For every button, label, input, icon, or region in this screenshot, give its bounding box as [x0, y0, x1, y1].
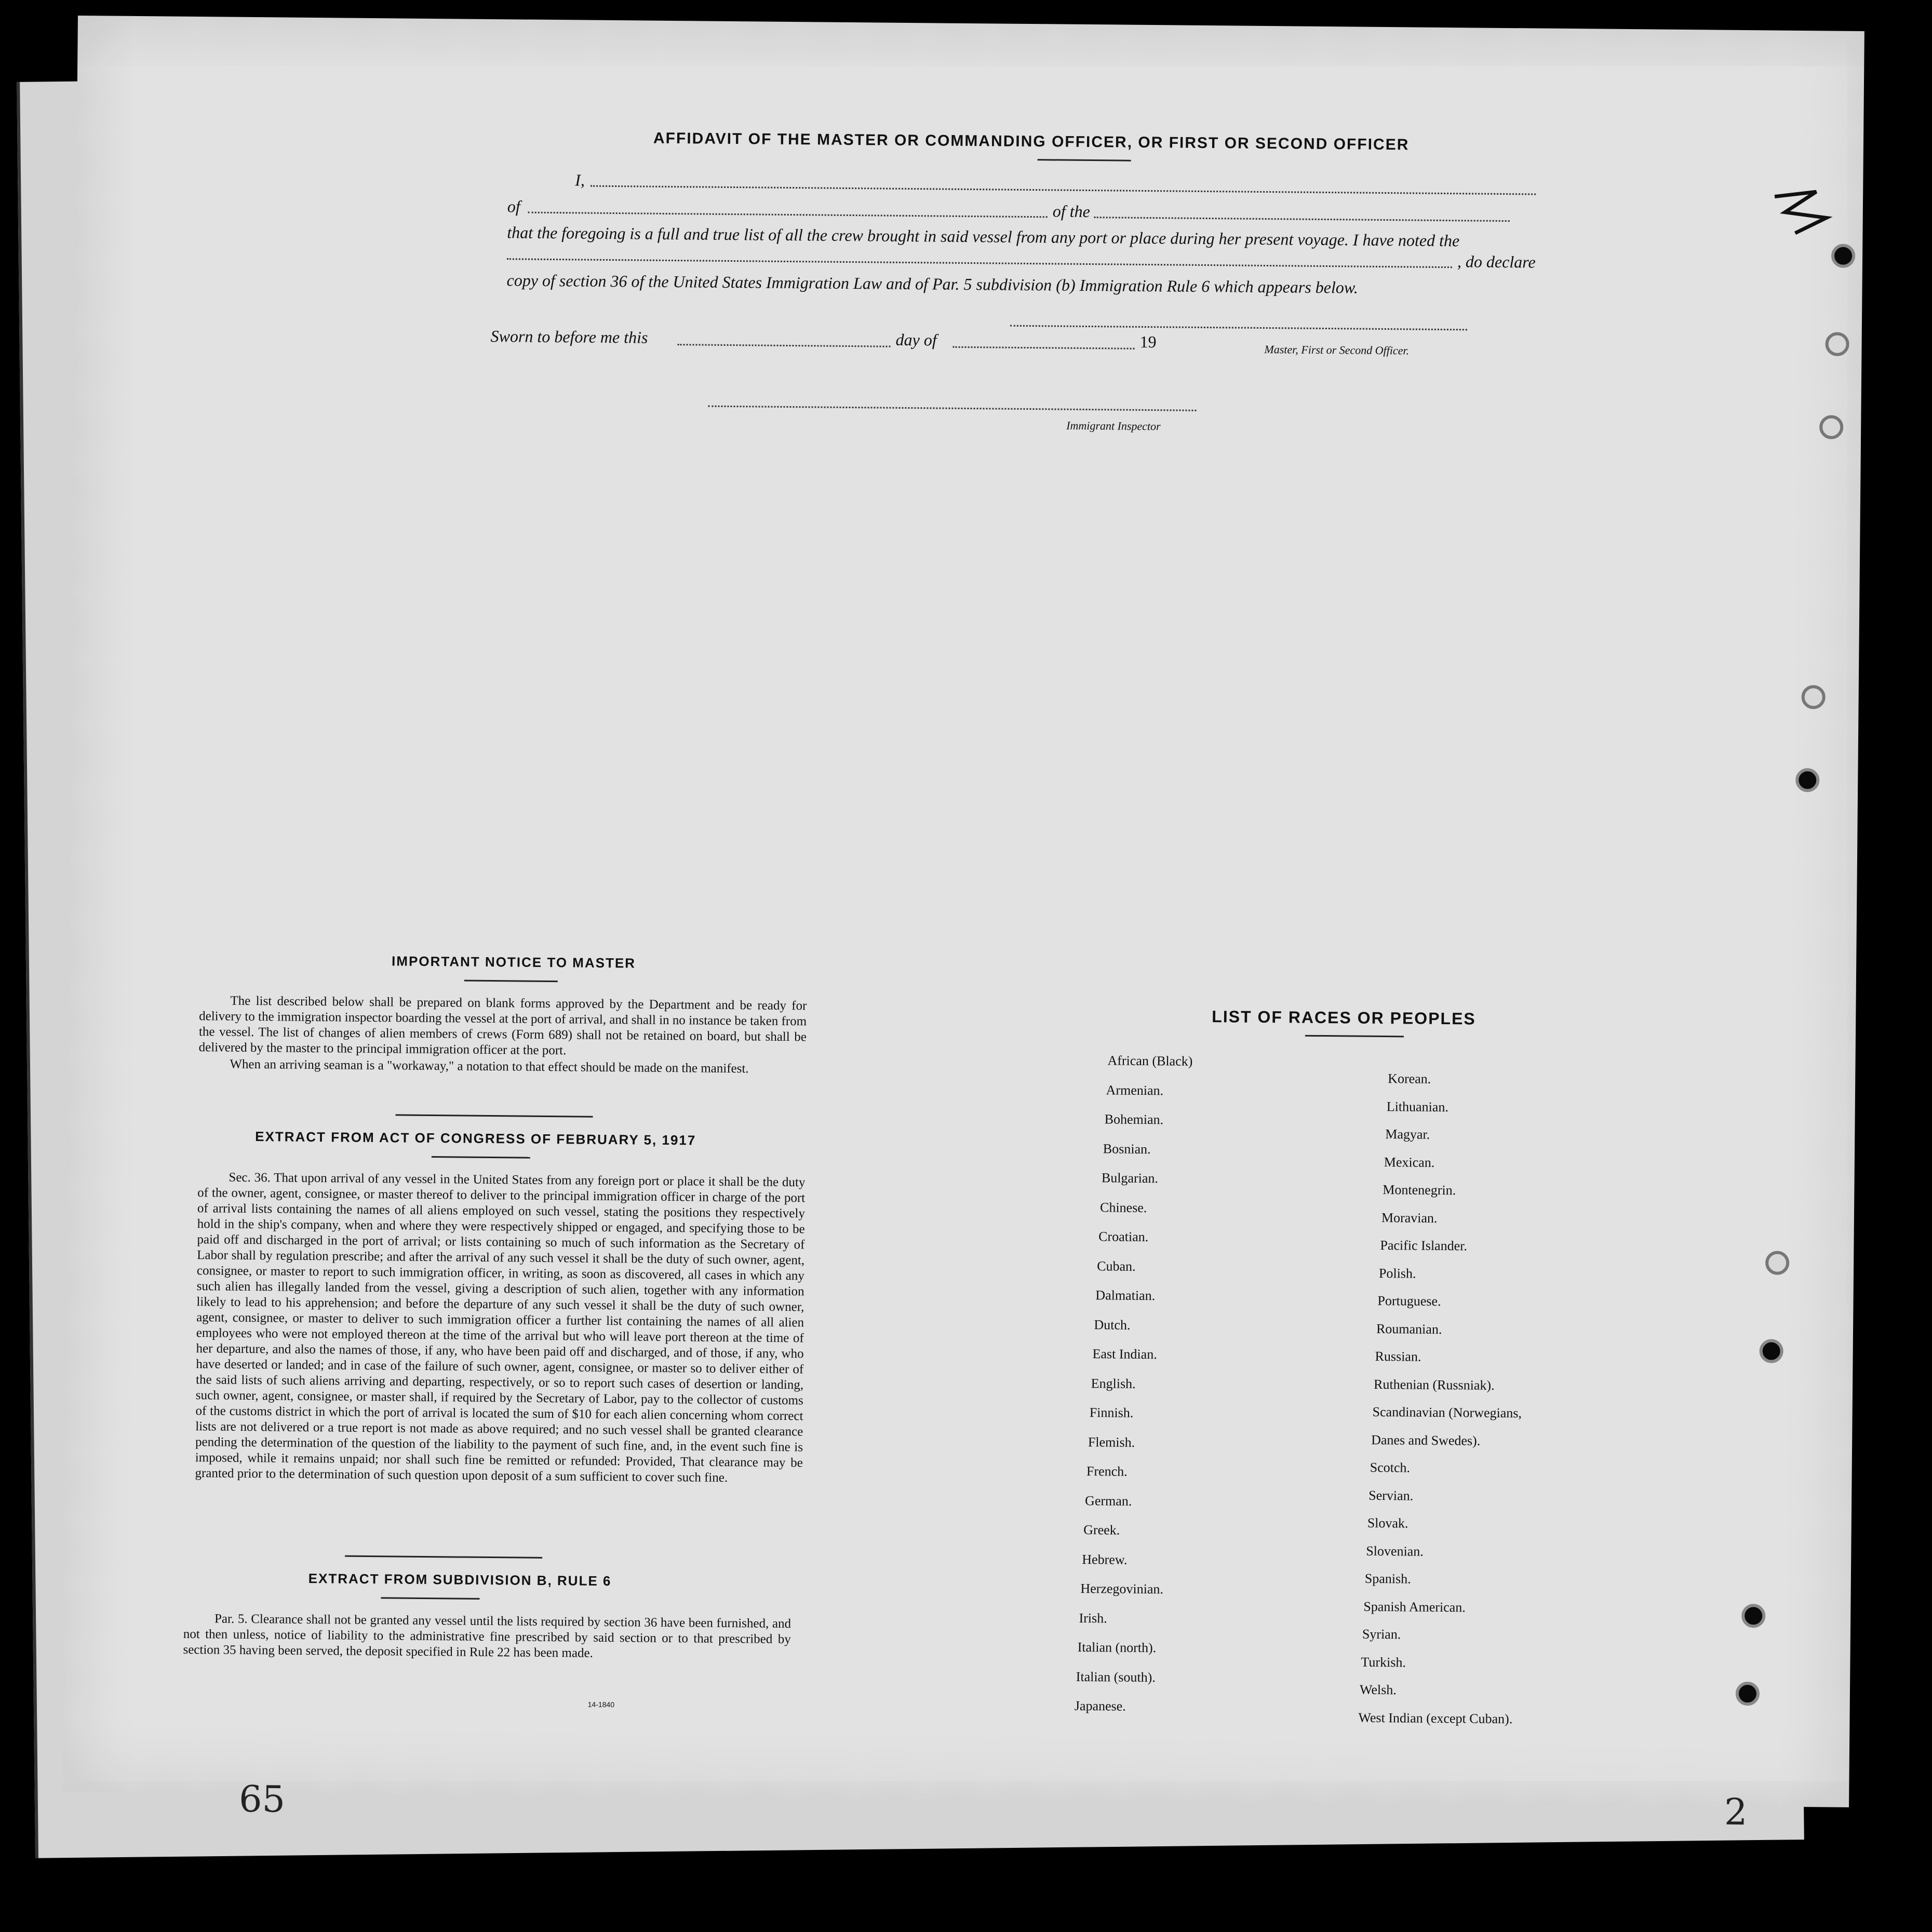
vessel-blank: [1094, 217, 1510, 222]
race-item: Scotch.: [1370, 1459, 1411, 1475]
inspector-signature-line: [708, 406, 1196, 411]
race-item: Servian.: [1369, 1487, 1414, 1504]
handwritten-initials: [1769, 181, 1842, 238]
race-item: Herzegovinian.: [1080, 1580, 1164, 1597]
master-signature-line: [1010, 325, 1467, 331]
race-item: Montenegrin.: [1383, 1182, 1456, 1198]
race-item: Greek.: [1083, 1522, 1120, 1538]
manifest-page: [62, 16, 1864, 1834]
act-text: Sec. 36. That upon arrival of any vessel in the United States from any foreign port or place it shall be the duty of the owner, agent, consignee, or master thereof to deliver to the principal immigration officer in charge of the port of arrival lists containing the names of all aliens employed on such vessel, stating the positions they respectively hold in the ship's company, when and where they were respectively shipped or engaged, and specifying those to be paid off and discharged in the port of arrival; or lists containing so much of such information as the Secretary of Labor shall by regulation prescribe; and after the arrival of any such vessel it shall be the duty of such owner, agent, consignee, or master to report to such immigration officer, in writing, as soon as discovered, all cases in which any such alien has illegally landed from the vessel, giving a description of such alien, together with any information likely to lead to his apprehension; and before the departure of any such vessel it shall be the duty of such owner, agent, consignee, or master to deliver to such immigration officer a further list containing the names of all alien employees who were not employed thereon at the time of the arrival but who will leave port thereon at the time of her departure, and also the names of those, if any, who have been paid off and discharged, and of those, if any, who have deserted or landed; and in case of the failure of such owner, agent, consignee, or master so to deliver either of the said lists of such aliens arriving and departing, respectively, or so to report such cases of desertion or landing, such owner, agent, consignee, or master shall, if required by the Secretary of Labor, pay to the collector of customs of the customs district in which the port of arrival is located the sum of $10 for each alien concerning whom correct lists are not delivered or a true report is not made as above required; and no such vessel shall be granted clearance pending the determination of the question of the liability to the payment of such fine, and, in the event such fine is imposed, while it remains unpaid; nor shall such fine be remitted or refunded: Provided, That clearance may be granted prior to the determination of such question upon deposit of a sum sufficient to cover such fine.: [195, 1170, 806, 1485]
punch-hole: [1765, 1251, 1789, 1274]
rule6-title: EXTRACT FROM SUBDIVISION B, RULE 6: [308, 1570, 612, 1589]
race-item: Chinese.: [1099, 1199, 1147, 1215]
rule6-text: Par. 5. Clearance shall not be granted any vessel until the lists required by section 36 have been furnished, and not then unless, notice of liability to the administrative fine prescribed by said section or to that prescribed by section 35 having been served, the deposit specified in Rule 22 has been made.: [183, 1612, 791, 1660]
punch-hole: [1831, 244, 1855, 267]
section-divider-2: [345, 1555, 542, 1559]
race-item: Croatian.: [1098, 1229, 1149, 1245]
punch-hole: [1759, 1339, 1783, 1363]
punch-hole: [1795, 768, 1819, 792]
affidavit-i: I,: [575, 170, 585, 190]
form-number: 14-1840: [587, 1700, 615, 1709]
race-item: Italian (south).: [1076, 1669, 1156, 1685]
race-item: Magyar.: [1385, 1126, 1430, 1142]
race-item: German.: [1084, 1493, 1132, 1509]
race-item: Lithuanian.: [1386, 1098, 1449, 1115]
notice-underline: [464, 980, 558, 983]
race-item: Moravian.: [1381, 1210, 1438, 1226]
race-item: Scandinavian (Norwegians,: [1372, 1404, 1522, 1421]
race-item: Slovak.: [1367, 1515, 1408, 1531]
race-item: Spanish.: [1364, 1571, 1411, 1587]
master-signature-label: Master, First or Second Officer.: [1264, 342, 1410, 357]
race-item: Finnish.: [1089, 1405, 1134, 1420]
sworn-day-blank: [678, 344, 891, 347]
affidavit-copy: copy of section 36 of the United States Immigration Law and of Par. 5 subdivision (b) Immigration Rule 6 which appears below.: [506, 271, 1358, 297]
race-item: Korean.: [1388, 1071, 1431, 1086]
race-item: Bohemian.: [1104, 1111, 1164, 1128]
day-of-text: day of: [895, 330, 937, 350]
race-item: Turkish.: [1361, 1654, 1406, 1670]
race-item: Syrian.: [1362, 1626, 1401, 1642]
race-item: Hebrew.: [1082, 1551, 1128, 1567]
race-item: Bosnian.: [1103, 1141, 1151, 1157]
punch-hole: [1825, 332, 1849, 356]
race-item: Bulgarian.: [1101, 1170, 1159, 1186]
race-item: Flemish.: [1088, 1434, 1135, 1450]
race-item: Armenian.: [1106, 1082, 1164, 1098]
race-item: Spanish American.: [1363, 1599, 1466, 1615]
race-item: French.: [1086, 1464, 1128, 1479]
race-item: English.: [1091, 1375, 1136, 1391]
race-item: East Indian.: [1092, 1346, 1157, 1362]
punch-hole: [1819, 415, 1843, 439]
affidavit-title: AFFIDAVIT OF THE MASTER OR COMMANDING OFFICER, OR FIRST OR SECOND OFFICER: [653, 129, 1410, 154]
race-item: Welsh.: [1359, 1682, 1397, 1698]
affidavit-foregoing: that the foregoing is a full and true list of all the crew brought in said vessel from any port or place during her present voyage. I have noted the: [507, 223, 1460, 250]
race-item: West Indian (except Cuban).: [1358, 1710, 1513, 1726]
races-underline: [1305, 1035, 1404, 1038]
notice-text: The list described below shall be prepared on blank forms approved by the Department and be ready for delivery to the immigration inspector boarding the vessel at the port of arrival, and shall in no instance be taken from the vessel. The list of changes of alien members of crews (Form 689) shall not be retained on board, but shall be delivered by the master to the principal immigration officer at the port.: [198, 994, 807, 1058]
affidavit-of: of: [507, 197, 520, 216]
race-item: Roumanian.: [1376, 1321, 1442, 1337]
affidavit-declare: , do declare: [1457, 252, 1536, 272]
affidavit-of-the: of the: [1052, 202, 1090, 221]
race-item: Polish.: [1378, 1265, 1416, 1281]
handwritten-number: 65: [238, 1777, 286, 1821]
race-item: Cuban.: [1097, 1258, 1136, 1274]
year-text: 19: [1139, 332, 1157, 352]
race-item: Pacific Islander.: [1380, 1237, 1468, 1254]
inspector-signature-label: Immigrant Inspector: [1066, 419, 1161, 433]
notice-workaway: When an arriving seaman is a "workaway," a notation to that effect should be made on the manifest.: [230, 1057, 749, 1076]
race-item: Dutch.: [1094, 1317, 1131, 1333]
act-title: EXTRACT FROM ACT OF CONGRESS OF FEBRUARY 5, 1917: [255, 1129, 696, 1148]
rule6-underline: [381, 1597, 479, 1600]
race-item: Irish.: [1079, 1610, 1107, 1626]
races-title: LIST OF RACES OR PEOPLES: [1212, 1007, 1476, 1028]
punch-hole: [1801, 685, 1825, 709]
month-blank: [952, 346, 1134, 350]
race-item: Russian.: [1375, 1348, 1421, 1364]
handwritten-mark: 2: [1724, 1790, 1748, 1834]
title-underline: [1038, 159, 1131, 162]
position-blank: [528, 212, 1048, 218]
punch-hole: [1741, 1604, 1765, 1628]
race-item: Dalmatian.: [1095, 1287, 1156, 1304]
race-item: Japanese.: [1074, 1698, 1126, 1714]
race-item: African (Black): [1107, 1053, 1193, 1069]
name-blank: [591, 185, 1536, 195]
declare-blank: [507, 258, 1452, 268]
race-item: Ruthenian (Russniak).: [1373, 1376, 1495, 1393]
sworn-text: Sworn to before me this: [490, 326, 648, 347]
section-divider-1: [396, 1114, 593, 1117]
race-item: Mexican.: [1384, 1154, 1435, 1170]
race-item: Slovenian.: [1366, 1543, 1424, 1559]
act-underline: [432, 1156, 530, 1159]
race-item: Portuguese.: [1377, 1293, 1441, 1309]
race-item: Italian (north).: [1077, 1639, 1157, 1656]
punch-hole: [1736, 1682, 1760, 1706]
notice-title: IMPORTANT NOTICE TO MASTER: [392, 953, 636, 971]
race-item: Danes and Swedes).: [1371, 1432, 1481, 1448]
